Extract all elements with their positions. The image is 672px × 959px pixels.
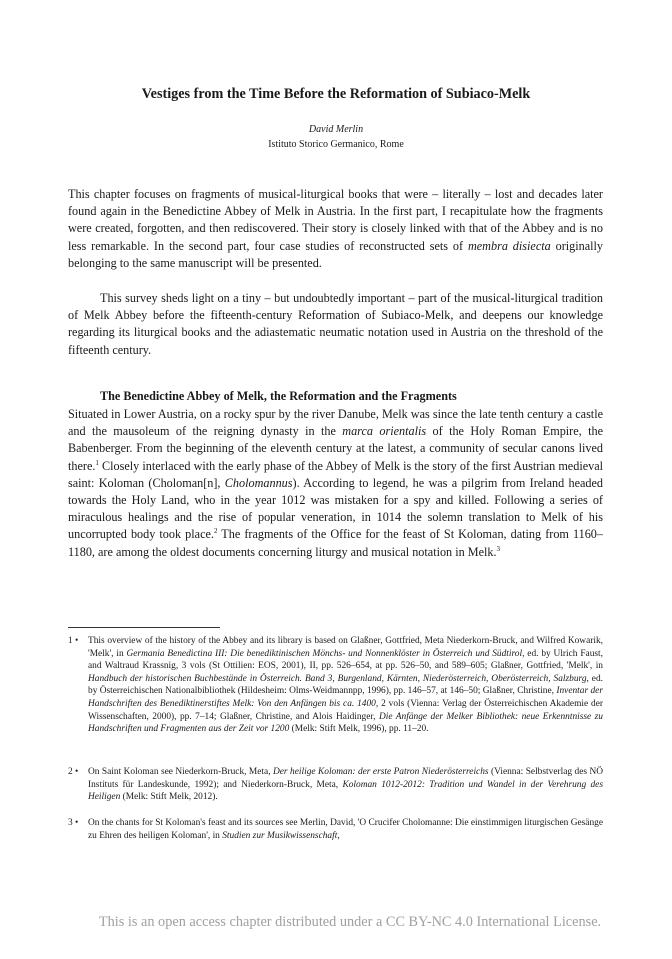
footnote-separator (68, 627, 220, 628)
footnote-ref-3[interactable]: 3 (496, 544, 501, 553)
footnote-number: 3 • (68, 818, 79, 828)
intro-paragraph-2: This survey sheds light on a tiny – but undoubtedly important – part of the musical-liturgical tradition of Melk Abbey before the fifteenth-century Reformation of Subiaco-Melk, and deepens our knowledge regarding its liturgical books and the adiastematic neumatic notation used in Austria on the threshold of the fifteenth century. (68, 291, 603, 357)
footnote-number: 2 • (68, 767, 79, 777)
section-paragraph-1: Situated in Lower Austria, on a rocky spur by the river Danube, Melk was since the late tenth century a castle and the mausoleum of the reigning dynasty in the marca orientalis of the Holy Roman Empire, the Babenberger. From the beginning of the eleventh century at the latest, a community of secular canons lived there.$^1$ Closely interlaced with the early phase of the Abbey of Melk is the story of the first Austrian medieval saint: Koloman (Choloman[n], Cholomannus). According to legend, he was a pilgrim from Ireland headed towards the Holy Land, who in the year 1012 was mistaken for a spy and killed. Following a series of miraculous healings and the rise of popular veneration, in 1014 the solemn translation to Melk of his uncorrupted body took place.$^2$ The fragments of the Office for the feast of St Koloman, dating from 1160–1180, are among the oldest documents concerning liturgy and musical notation in Melk.$^3$ (68, 407, 603, 559)
footnote-ref-2[interactable]: 2 (213, 527, 218, 536)
author-affiliation: Istituto Storico Germanico, Rome (268, 139, 404, 150)
footnote-text: This overview of the history of the Abbey and its library is based on Glaßner, Gottfried, Meta Niederkorn-Bruck, and Wilfred Kowarik, 'Melk', in Germania Benedictina III: Die benediktinischen Mönchs- und Nonnenklöster in Österreich und Südtirol, ed. by Ulrich Faust, and Waltraud Krassnig, 3 vols (St Ottilien: EOS, 2001), II, pp. 526–654, at pp. 526–50, and 589–605; Glaßner, Gottfried, 'Melk', in Handbuch der historischen Buchbestände in Österreich. Band 3, Burgenland, Kärnten, Niederösterreich, Oberösterreich, Salzburg, ed. by Österreichischen Nationalbibliothek (Hildesheim: Olms-Weidmannpp, 1996), pp. 146–57, at 146–50; Glaßner, Christine, Inventar der Handschriften des Benediktinerstiftes Melk: Von den Anfängen bis ca. 1400, 2 vols (Vienna: Verlag der Österreichischen Akademie der Wissenschaften, 2000), pp. 7–14; Glaßner, Christine, and Alois Haidinger, Die Anfänge der Melker Bibliothek: neue Erkenntnisse zu Handschriften und Fragmenten aus der Zeit vor 1200 (Melk: Stift Melk, 1996), pp. 11–20. (88, 636, 604, 735)
section-heading: The Benedictine Abbey of Melk, the Reformation and the Fragments (100, 389, 457, 403)
license-notice: This is an open access chapter distributed under a CC BY-NC 4.0 International License. (98, 914, 602, 930)
author-name: David Merlin (308, 124, 364, 135)
footnote-3 (68, 817, 603, 842)
footnote-text: On the chants for St Koloman's feast and its sources see Merlin, David, 'O Crucifer Cholomanne: Die einstimmigen liturgischen Gesänge zu Ehren des heiligen Koloman', in Studien zur Musikwissenschaft, (88, 818, 603, 841)
footnote-2 (68, 766, 603, 804)
chapter-title: Vestiges from the Time Before the Reformation of Subiaco-Melk (141, 86, 531, 102)
footnote-ref-1[interactable]: 1 (95, 458, 99, 467)
footnote-number: 1 • (68, 636, 79, 646)
footnote-text: On Saint Koloman see Niederkorn-Bruck, Meta, Der heilige Koloman: der erste Patron Niederösterreichs (Vienna: Selbstverlag des NÖ Instituts für Landeskunde, 1992); and Niederkorn-Bruck, Meta, Koloman 1012-2012: Tradition und Wandel in der Verehrung des Heiligen (Melk: Stift Melk, 2012). (88, 767, 603, 803)
footnote-1 (68, 635, 603, 736)
intro-paragraph-1: This chapter focuses on fragments of musical-liturgical books that were – literally – lost and decades later found again in the Benedictine Abbey of Melk in Austria. In the first part, I recapitulate how the fragments were created, forgotten, and then rediscovered. Their story is closely linked with that of the Abbey and is no less remarkable. In the second part, four case studies of reconstructed sets of membra disiecta originally belonging to the same manuscript will be presented. (68, 187, 603, 270)
